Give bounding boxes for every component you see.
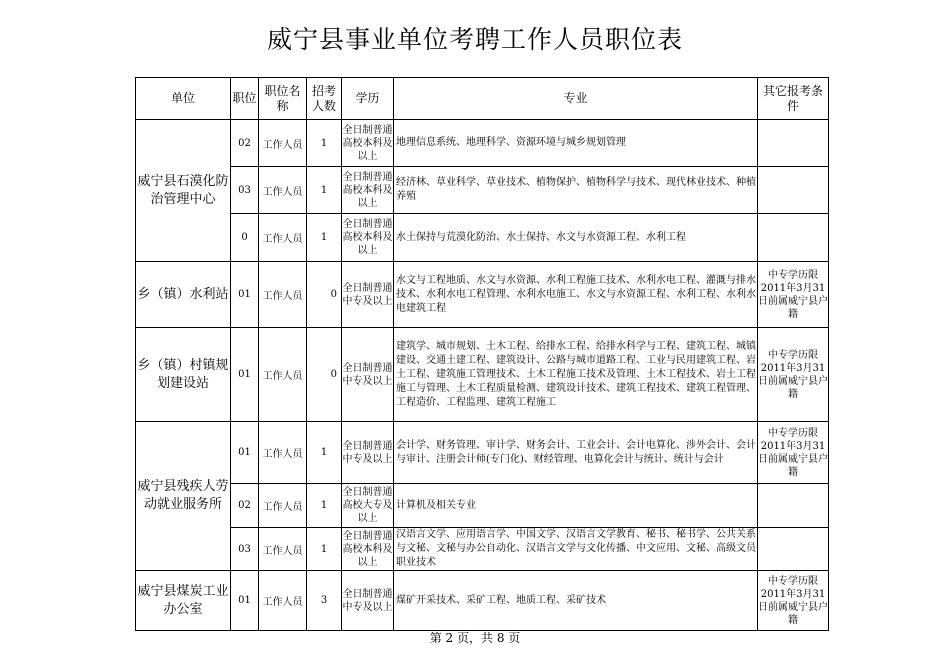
table-row — [136, 484, 829, 528]
major: 计算机及相关专业 — [394, 484, 758, 528]
position-code: 01 — [231, 571, 259, 631]
header-count: 招考人数 — [307, 78, 342, 120]
recruit-count: 0 — [307, 262, 342, 328]
position-name: 工作人员 — [259, 214, 307, 262]
major: 会计学、财务管理、审计学、财务会计、工业会计、会计电算化、涉外会计、会计与审计、注册会计师(专门化)、财经管理、电算化会计与统计、统计与会计 — [394, 422, 758, 484]
header-education: 学历 — [342, 78, 394, 120]
other-conditions: 中专学历限2011年3月31日前属威宁县户籍 — [758, 262, 829, 328]
table-row — [136, 328, 829, 422]
table-row — [136, 214, 829, 262]
recruit-count: 1 — [307, 214, 342, 262]
major: 地理信息系统、地理科学、资源环境与城乡规划管理 — [394, 120, 758, 167]
position-code: 02 — [231, 120, 259, 167]
unit-cell: 威宁县残疾人劳动就业服务所 — [136, 422, 231, 571]
position-table — [135, 77, 829, 631]
other-conditions — [758, 484, 829, 528]
education: 全日制普通高校大专及以上 — [342, 484, 394, 528]
education: 全日制普通中专及以上 — [342, 328, 394, 422]
header-major: 专业 — [394, 78, 758, 120]
recruit-count: 1 — [307, 528, 342, 571]
recruit-count: 1 — [307, 167, 342, 214]
table-row — [136, 167, 829, 214]
header-position-name: 职位名称 — [259, 78, 307, 120]
other-conditions — [758, 167, 829, 214]
position-name: 工作人员 — [259, 528, 307, 571]
recruit-count: 3 — [307, 571, 342, 631]
unit-cell: 乡（镇）村镇规划建设站 — [136, 328, 231, 422]
other-conditions — [758, 528, 829, 571]
position-code: 01 — [231, 328, 259, 422]
position-code: 0 — [231, 214, 259, 262]
recruit-count: 1 — [307, 422, 342, 484]
position-code: 02 — [231, 484, 259, 528]
education: 全日制普通高校本科及以上 — [342, 214, 394, 262]
position-code: 01 — [231, 262, 259, 328]
recruit-count: 1 — [307, 120, 342, 167]
position-name: 工作人员 — [259, 328, 307, 422]
other-conditions: 中专学历限2011年3月31日前属威宁县户籍 — [758, 422, 829, 484]
major: 经济林、草业科学、草业技术、植物保护、植物科学与技术、现代林业技术、种植养殖 — [394, 167, 758, 214]
education: 全日制普通高校本科及以上 — [342, 120, 394, 167]
major: 汉语言文学、应用语言学、中国文学、汉语言文学教育、秘书、秘书学、公共关系与文秘、文秘与办公自动化、汉语言文学与文化传播、中文应用、文秘、高级文员职业技术 — [394, 528, 758, 571]
position-name: 工作人员 — [259, 262, 307, 328]
position-name: 工作人员 — [259, 167, 307, 214]
position-code: 01 — [231, 422, 259, 484]
other-conditions — [758, 120, 829, 167]
recruit-count: 0 — [307, 328, 342, 422]
education: 全日制普通中专及以上 — [342, 262, 394, 328]
other-conditions: 中专学历限2011年3月31日前属威宁县户籍 — [758, 328, 829, 422]
header-position: 职位 — [231, 78, 259, 120]
table-row — [136, 571, 829, 631]
unit-cell: 威宁县石漠化防治管理中心 — [136, 120, 231, 262]
recruit-count: 1 — [307, 484, 342, 528]
position-name: 工作人员 — [259, 120, 307, 167]
position-name: 工作人员 — [259, 422, 307, 484]
page-title: 威宁县事业单位考聘工作人员职位表 — [266, 25, 683, 54]
position-code: 03 — [231, 167, 259, 214]
unit-cell: 威宁县煤炭工业办公室 — [136, 571, 231, 631]
education: 全日制普通中专及以上 — [342, 571, 394, 631]
header-unit: 单位 — [136, 78, 231, 120]
position-code: 03 — [231, 528, 259, 571]
table-row — [136, 528, 829, 571]
table-row — [136, 262, 829, 328]
education: 全日制普通高校本科及以上 — [342, 167, 394, 214]
education: 全日制普通中专及以上 — [342, 422, 394, 484]
major: 建筑学、城市规划、土木工程、给排水工程、给排水科学与工程、建筑工程、城镇建设、交通土建工程、建筑设计、公路与城市道路工程、工业与民用建筑工程、岩土工程、建筑施工管理技术、土木工程施工技术及管理、土木工程技术、岩土工程施工与管理、土木工程质量检测、建筑设计技术、建筑工程技术、建筑工程管理、工程造价、工程监理、建筑工程施工 — [394, 328, 758, 422]
major: 水文与工程地质、水文与水资源、水利工程施工技术、水利水电工程、灌溉与排水技术、水利水电工程管理、水利水电施工、水文与水资源工程、水利工程、水利水电建筑工程 — [394, 262, 758, 328]
education: 全日制普通高校本科及以上 — [342, 528, 394, 571]
position-name: 工作人员 — [259, 571, 307, 631]
header-row — [136, 78, 829, 120]
position-name: 工作人员 — [259, 484, 307, 528]
header-other: 其它报考条件 — [758, 78, 829, 120]
table-row — [136, 422, 829, 484]
other-conditions — [758, 214, 829, 262]
major: 水土保持与荒漠化防治、水土保持、水文与水资源工程、水利工程 — [394, 214, 758, 262]
page-footer: 第 2 页，共 8 页 — [429, 631, 521, 645]
unit-cell: 乡（镇）水利站 — [136, 262, 231, 328]
table-row — [136, 120, 829, 167]
other-conditions: 中专学历限2011年3月31日前属威宁县户籍 — [758, 571, 829, 631]
major: 煤矿开采技术、采矿工程、地质工程、采矿技术 — [394, 571, 758, 631]
